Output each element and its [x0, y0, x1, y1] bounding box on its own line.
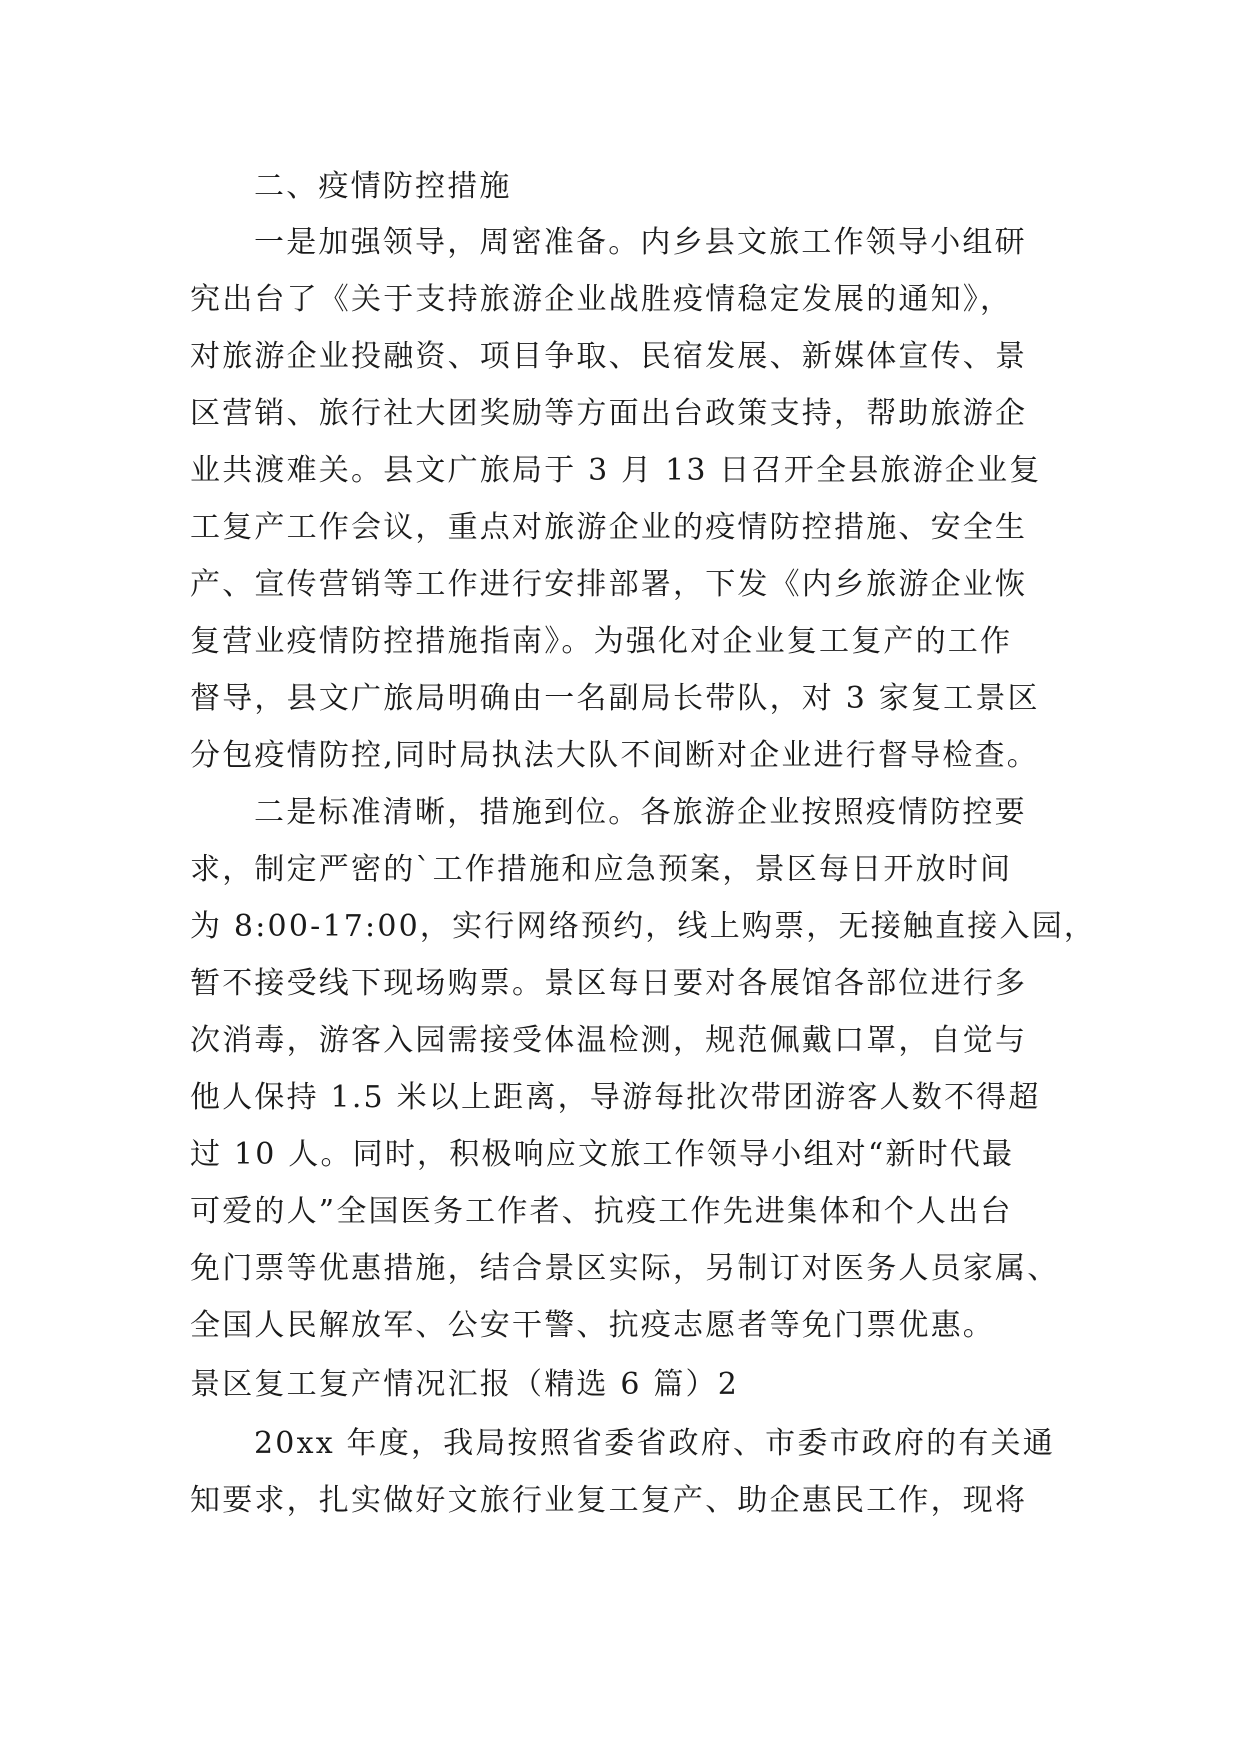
paragraph-line: 产、宣传营销等工作进行安排部署，下发《内乡旅游企业恢	[190, 567, 1028, 602]
paragraph-line: 分包疫情防控,同时局执法大队不间断对企业进行督导检查。	[190, 738, 1039, 773]
paragraph-line: 对旅游企业投融资、项目争取、民宿发展、新媒体宣传、景	[190, 339, 1028, 374]
paragraph-line: 暂不接受线下现场购票。景区每日要对各展馆各部位进行多	[190, 966, 1028, 1001]
paragraph-line: 业共渡难关。县文广旅局于 3 月 13 日召开全县旅游企业复	[190, 453, 1042, 488]
paragraph-line: 可爱的人”全国医务工作者、抗疫工作先进集体和个人出台	[190, 1194, 1013, 1229]
section-heading: 二、疫情防控措施	[254, 169, 512, 204]
paragraph-line: 工复产工作会议，重点对旅游企业的疫情防控措施、安全生	[190, 510, 1028, 545]
paragraph-line: 一是加强领导，周密准备。内乡县文旅工作领导小组研	[254, 225, 1027, 260]
paragraph-line: 过 10 人。同时，积极响应文旅工作领导小组对“新时代最	[190, 1137, 1015, 1172]
paragraph-line: 求，制定严密的`工作措施和应急预案，景区每日开放时间	[190, 852, 1013, 887]
paragraph-line: 督导，县文广旅局明确由一名副局长带队，对 3 家复工景区	[190, 681, 1040, 716]
paragraph-line: 全国人民解放军、公安干警、抗疫志愿者等免门票优惠。	[190, 1308, 995, 1343]
article-subtitle: 景区复工复产情况汇报（精选 6 篇）2	[190, 1367, 740, 1402]
paragraph-line: 次消毒，游客入园需接受体温检测，规范佩戴口罩，自觉与	[190, 1023, 1028, 1058]
paragraph-line: 20xx 年度，我局按照省委省政府、市委市政府的有关通	[254, 1426, 1055, 1461]
paragraph-line: 究出台了《关于支持旅游企业战胜疫情稳定发展的通知》，	[190, 282, 1013, 317]
paragraph-line: 为 8:00-17:00，实行网络预约，线上购票，无接触直接入园，	[190, 909, 1097, 944]
paragraph-line: 他人保持 1.5 米以上距离，导游每批次带团游客人数不得超	[190, 1080, 1041, 1115]
paragraph-line: 知要求，扎实做好文旅行业复工复产、助企惠民工作，现将	[190, 1483, 1028, 1518]
paragraph-line: 复营业疫情防控措施指南》。为强化对企业复工复产的工作	[190, 624, 1013, 659]
paragraph-line: 区营销、旅行社大团奖励等方面出台政策支持，帮助旅游企	[190, 396, 1028, 431]
paragraph-line: 二是标准清晰，措施到位。各旅游企业按照疫情防控要	[254, 795, 1027, 830]
paragraph-line: 免门票等优惠措施，结合景区实际，另制订对医务人员家属、	[190, 1251, 1060, 1286]
